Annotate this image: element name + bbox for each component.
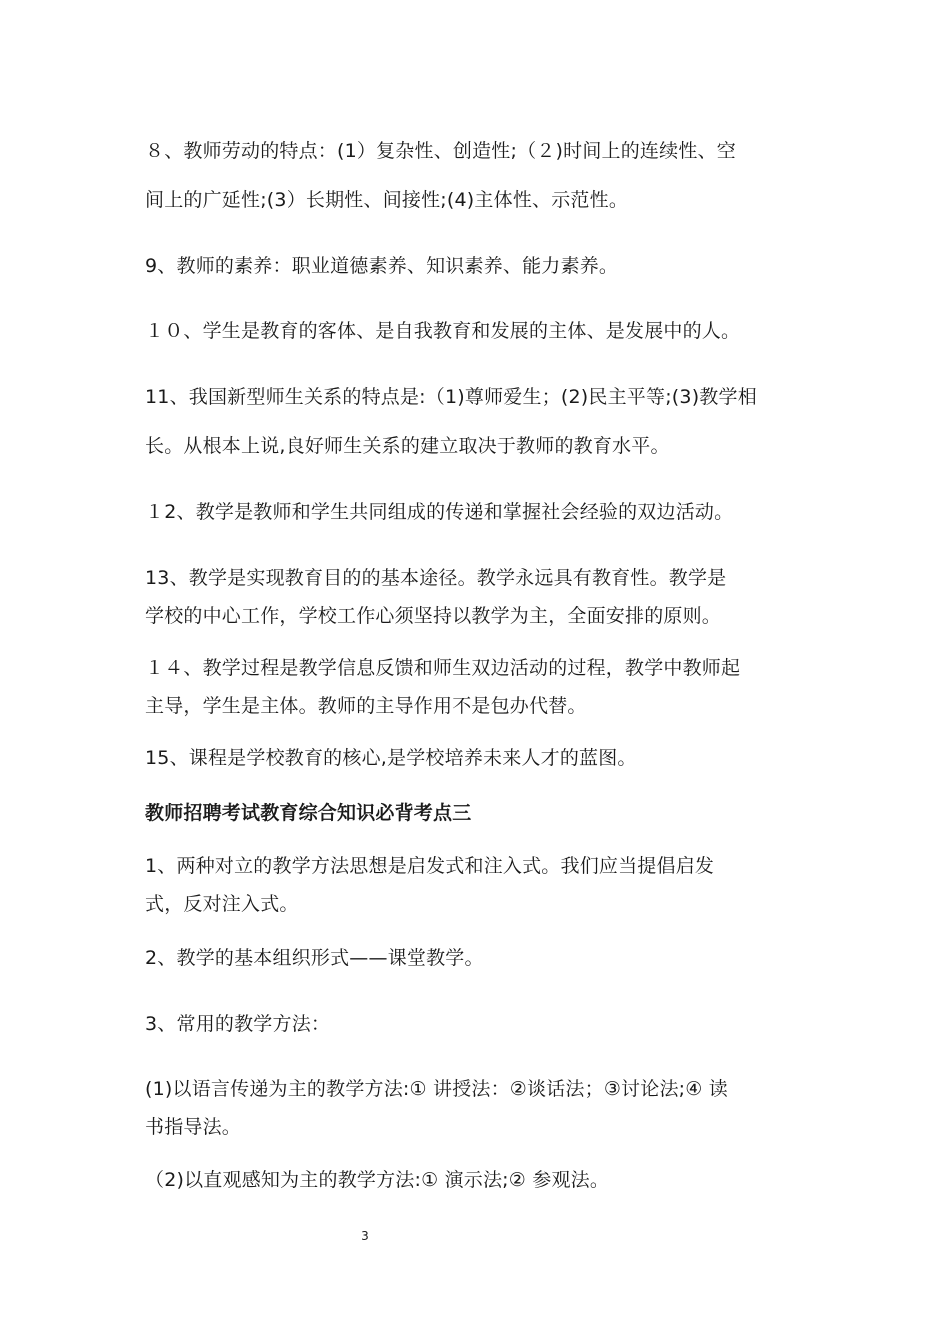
paragraph-13-line-2: 学校的中心工作，学校工作心须坚持以教学为主，全面安排的原则。 bbox=[145, 605, 722, 627]
section-heading: 教师招聘考试教育综合知识必背考点三 bbox=[145, 802, 472, 824]
section3-item-3-1-line-2: 书指导法。 bbox=[145, 1116, 242, 1138]
paragraph-14-line-1: １４、教学过程是教学信息反馈和师生双边活动的过程，教学中教师起 bbox=[145, 657, 741, 679]
paragraph-13-line-1: 13、教学是实现教育目的的基本途径。教学永远具有教育性。教学是 bbox=[145, 567, 727, 589]
paragraph-11-line-2: 长。从根本上说,良好师生关系的建立取决于教师的教育水平。 bbox=[145, 435, 670, 457]
page-number: 3 bbox=[361, 1229, 369, 1243]
section3-item-2: 2、教学的基本组织形式——课堂教学。 bbox=[145, 947, 484, 969]
paragraph-11-line-1: 11、我国新型师生关系的特点是:（1)尊师爱生；(2)民主平等;(3)教学相 bbox=[145, 386, 757, 408]
section3-item-1-line-1: 1、两种对立的教学方法思想是启发式和注入式。我们应当提倡启发 bbox=[145, 855, 715, 877]
paragraph-9: 9、教师的素养：职业道德素养、知识素养、能力素养。 bbox=[145, 255, 619, 277]
section3-item-3-1-line-1: (1)以语言传递为主的教学方法:① 讲授法：②谈话法；③讨论法;④ 读 bbox=[145, 1078, 728, 1100]
paragraph-10: １０、学生是教育的客体、是自我教育和发展的主体、是发展中的人。 bbox=[145, 320, 741, 342]
paragraph-14-line-2: 主导，学生是主体。教师的主导作用不是包办代替。 bbox=[145, 695, 587, 717]
paragraph-8-line-2: 间上的广延性;(3）长期性、间接性;(4)主体性、示范性。 bbox=[145, 189, 629, 211]
section3-item-3: 3、常用的教学方法： bbox=[145, 1013, 331, 1035]
paragraph-12: １2、教学是教师和学生共同组成的传递和掌握社会经验的双边活动。 bbox=[145, 501, 734, 523]
paragraph-8-line-1: ８、教师劳动的特点：(1）复杂性、创造性;（２)时间上的连续性、空 bbox=[145, 140, 736, 162]
section3-item-1-line-2: 式，反对注入式。 bbox=[145, 893, 299, 915]
section3-item-3-2: （2)以直观感知为主的教学方法:① 演示法;② 参观法。 bbox=[145, 1169, 610, 1191]
paragraph-15: 15、课程是学校教育的核心,是学校培养未来人才的蓝图。 bbox=[145, 747, 637, 769]
